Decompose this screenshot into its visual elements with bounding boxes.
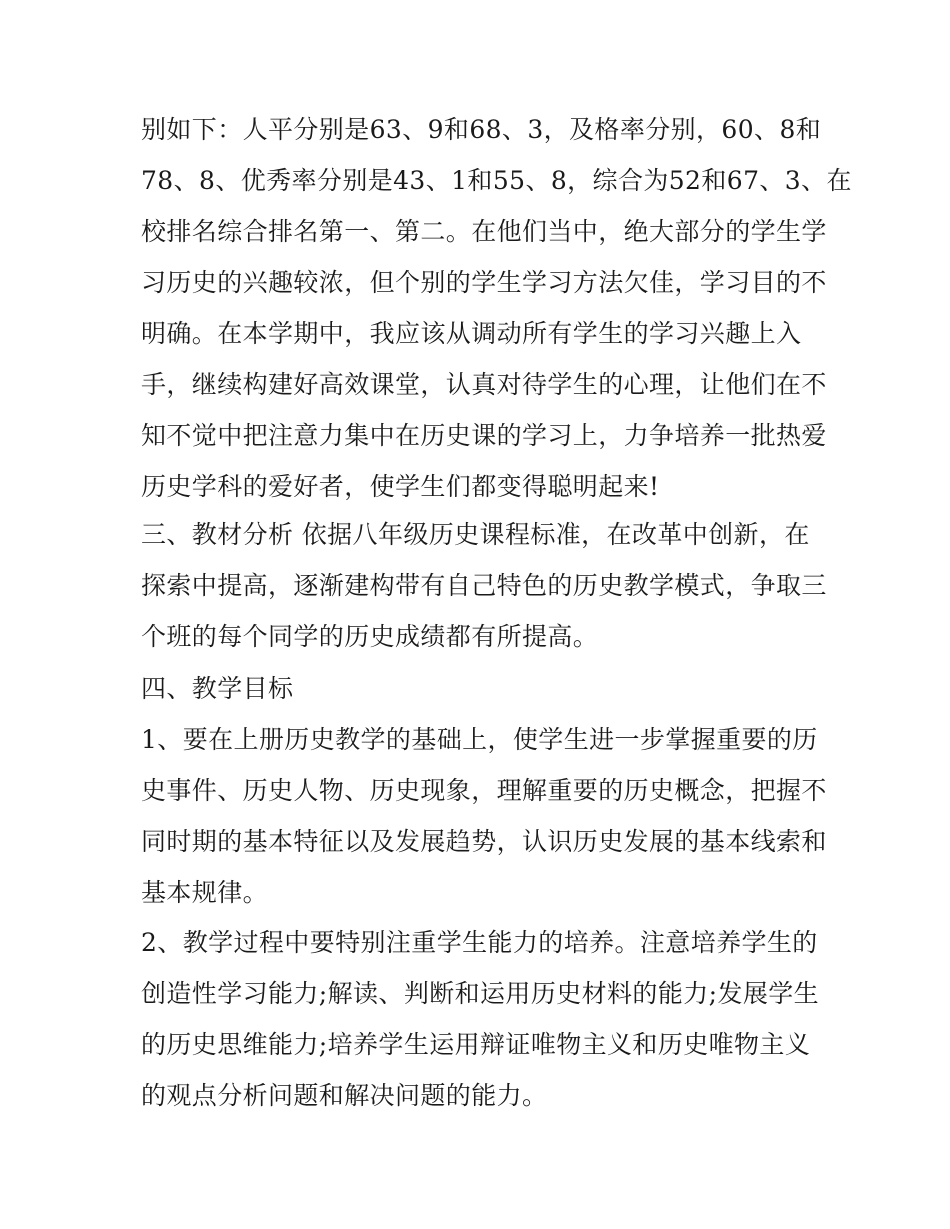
text-line: 历史学科的爱好者，使学生们都变得聪明起来! xyxy=(141,472,660,501)
text-line: 习历史的兴趣较浓，但个别的学生学习方法欠佳，学习目的不 xyxy=(141,268,827,297)
text-line: 探索中提高，逐渐建构带有自己特色的历史教学模式，争取三 xyxy=(141,571,827,600)
text-line: 个班的每个同学的历史成绩都有所提高。 xyxy=(141,622,599,651)
list-item-2: 2、教学过程中要特别注重学生能力的培养。注意培养学生的 xyxy=(141,928,818,957)
text-line: 78、8、优秀率分别是43、1和55、8，综合为52和67、3、在 xyxy=(141,166,852,195)
text-line: 的观点分析问题和解决问题的能力。 xyxy=(141,1081,548,1110)
list-item-1: 1、要在上册历史教学的基础上，使学生进一步掌握重要的历 xyxy=(141,725,818,754)
text-line: 知不觉中把注意力集中在历史课的学习上，力争培养一批热爱 xyxy=(141,421,827,450)
text-line: 基本规律。 xyxy=(141,878,269,907)
text-line: 手，继续构建好高效课堂，认真对待学生的心理，让他们在不 xyxy=(141,370,827,399)
text-line: 史事件、历史人物、历史现象，理解重要的历史概念，把握不 xyxy=(141,776,827,805)
section-heading-materials: 三、教材分析 依据八年级历史课程标准，在改革中创新，在 xyxy=(141,520,810,549)
text-line: 明确。在本学期中，我应该从调动所有学生的学习兴趣上入 xyxy=(141,319,802,348)
text-line: 同时期的基本特征以及发展趋势，认识历史发展的基本线索和 xyxy=(141,827,827,856)
section-heading-goals: 四、教学目标 xyxy=(141,674,294,703)
text-line: 别如下：人平分别是63、9和68、3，及格率分别，60、8和 xyxy=(141,115,822,144)
text-line: 校排名综合排名第一、第二。在他们当中，绝大部分的学生学 xyxy=(141,217,827,246)
text-line: 的历史思维能力;培养学生运用辩证唯物主义和历史唯物主义 xyxy=(141,1030,811,1059)
text-line: 创造性学习能力;解读、判断和运用历史材料的能力;发展学生 xyxy=(141,979,820,1008)
